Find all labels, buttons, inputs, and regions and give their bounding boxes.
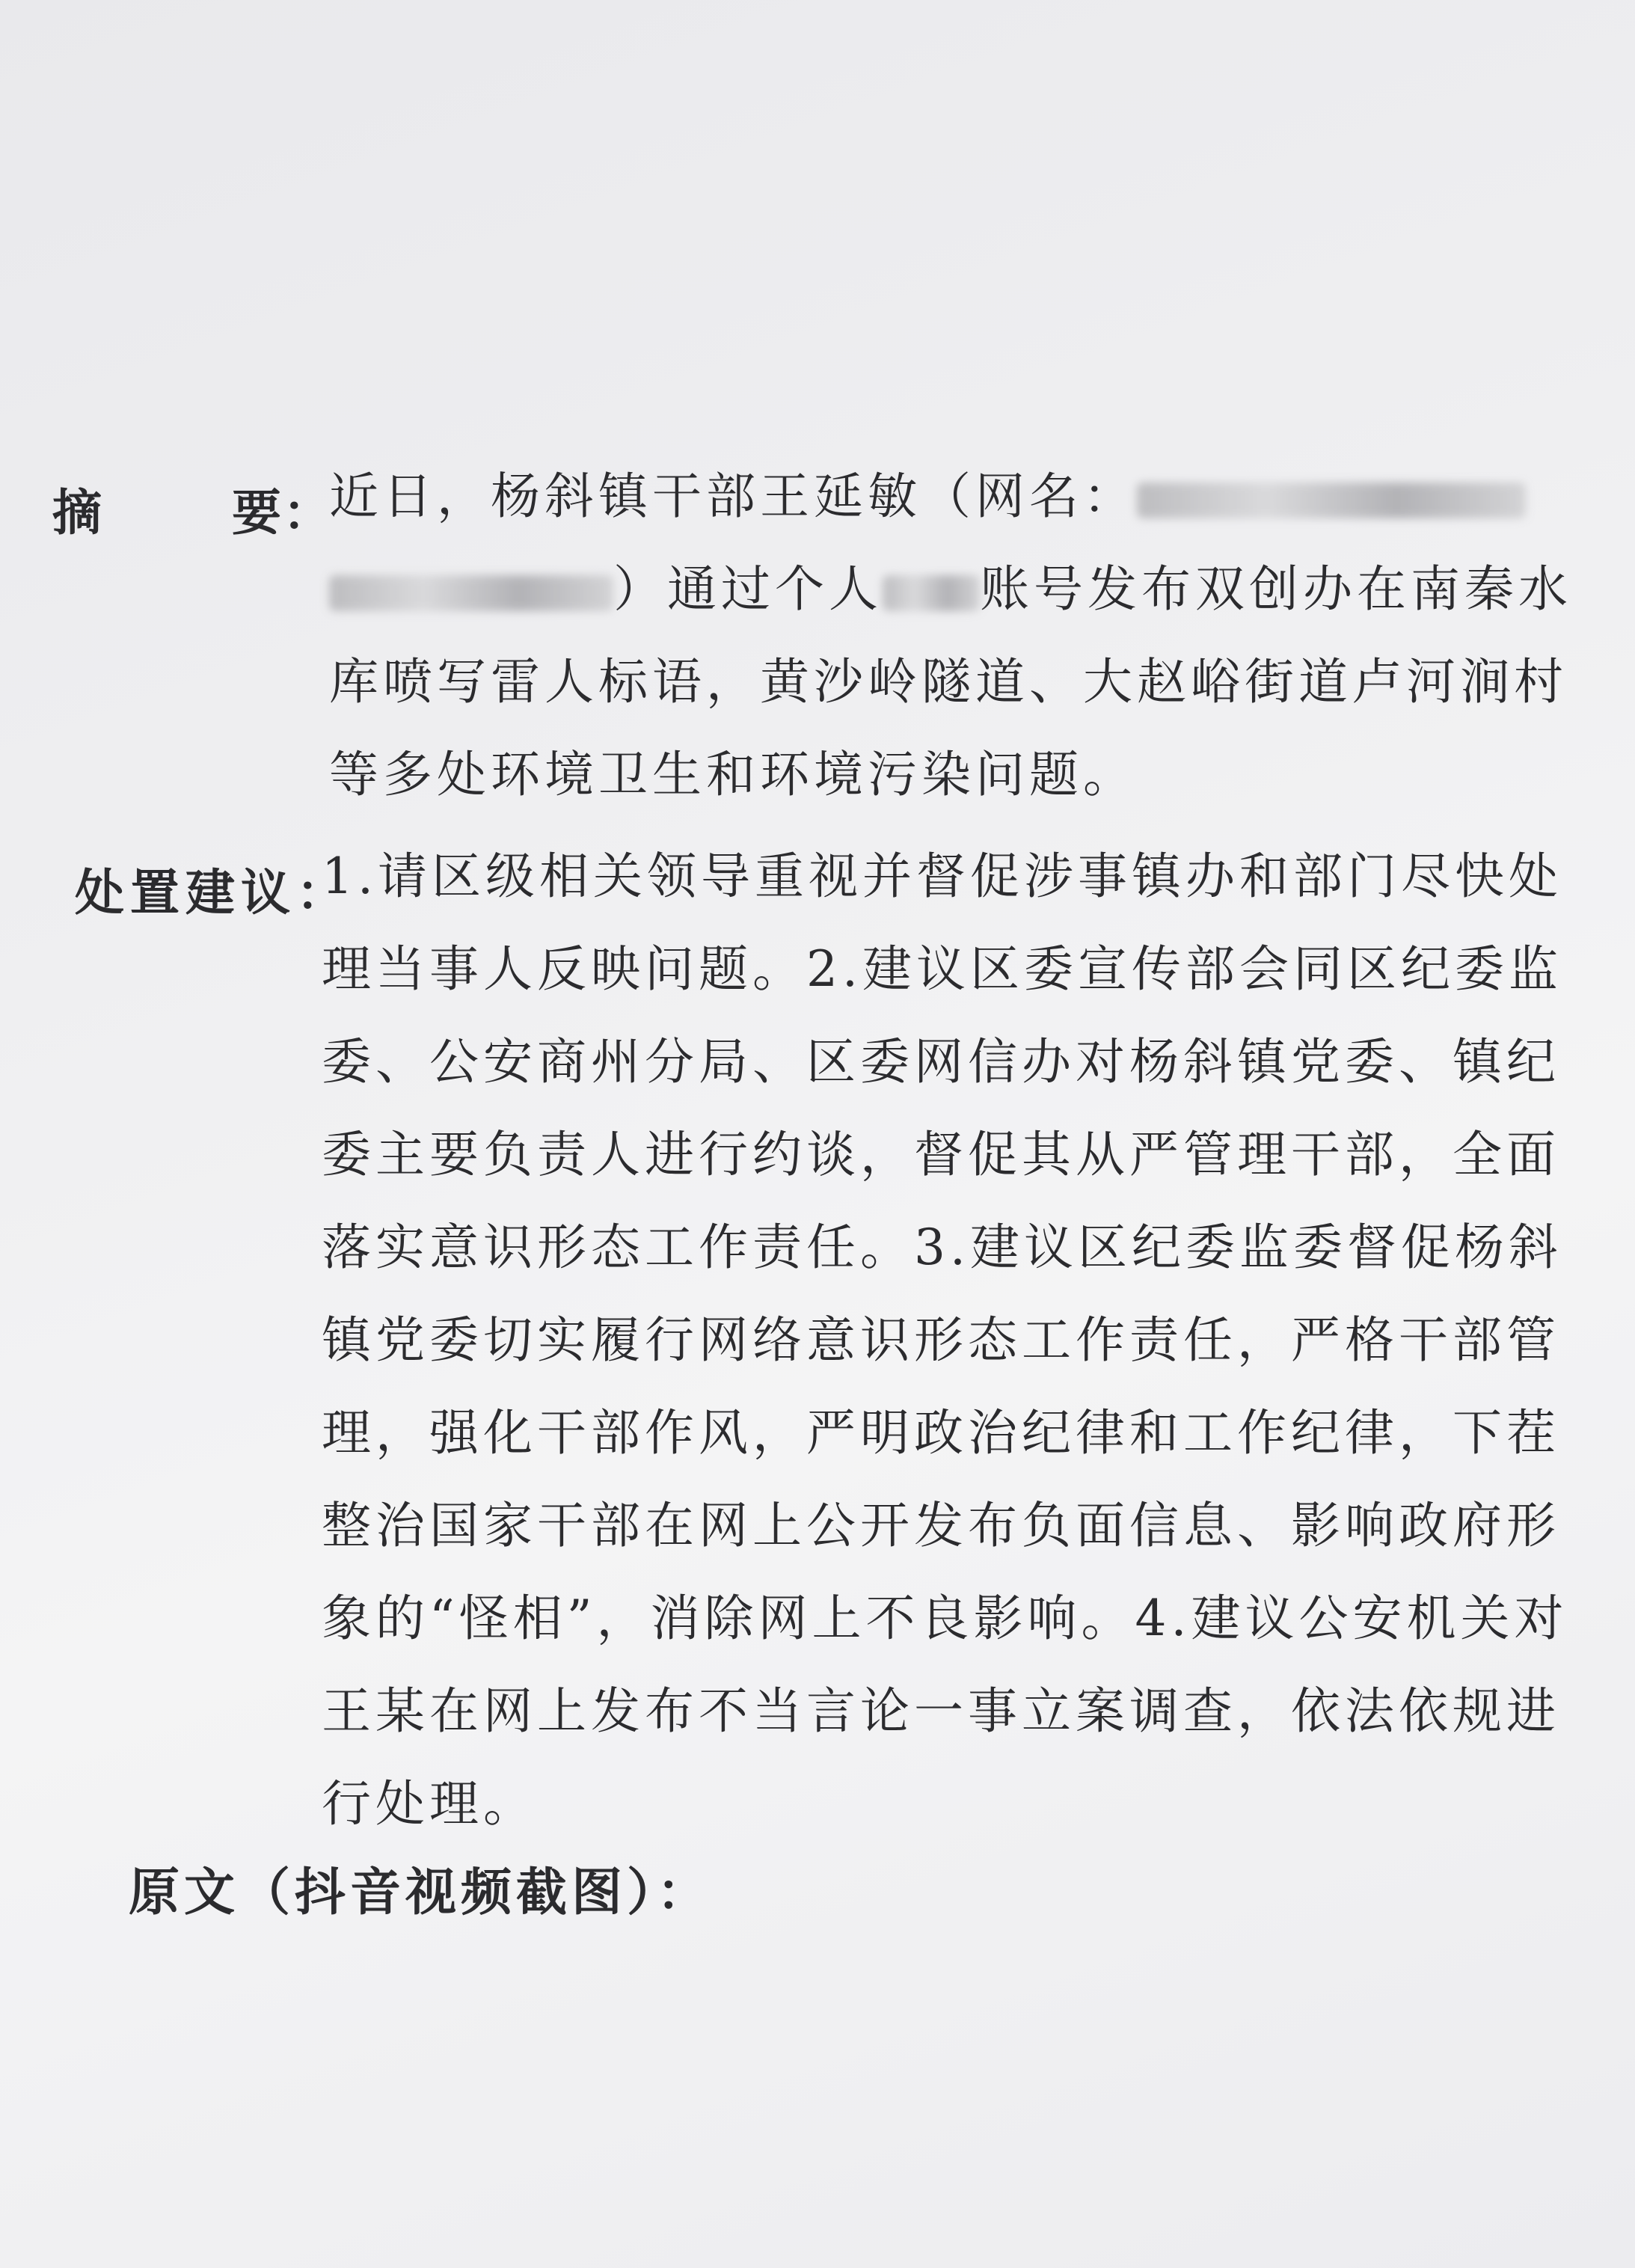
suggestion-label: 处置建议： (75, 863, 352, 922)
redacted-platform (883, 575, 980, 611)
redacted-username-continued (329, 575, 613, 611)
summary-text-part3: 账号发布双创办在南秦水库喷写雷人标语，黄沙岭隧道、大赵峪街道卢河涧村等多处环境卫生和环境污染问题。 (329, 560, 1572, 803)
suggestion-text: 1.请区级相关领导重视并督促涉事镇办和部门尽快处理当事人反映问题。2.建议区委宣传部会同区纪委监委、公安商州分局、区委网信办对杨斜镇党委、镇纪委主要负责人进行约谈，督促其从严管理干部，全面落实意识形态工作责任。3.建议区纪委监委督促杨斜镇党委切实履行网络意识形态工作责任，严格干部管理，强化干部作风，严明政治纪律和工作纪律，下茬整治国家干部在网上公开发布负面信息、影响政府形象的“怪相”，消除网上不良影响。4.建议公安机关对王某在网上发布不当言论一事立案调查，依法依规进行处理。 (322, 848, 1568, 1833)
suggestion-section (52, 848, 1590, 1833)
summary-label (52, 473, 334, 544)
summary-text (329, 450, 1590, 821)
summary-text-part2: ）通过个人 (613, 560, 883, 618)
summary-section (52, 468, 1590, 824)
redacted-username (1137, 482, 1526, 518)
summary-text-part1: 近日，杨斜镇干部王延敏（网名： (329, 468, 1137, 525)
source-heading: 原文（抖音视频截图）： (129, 1863, 713, 1922)
summary-label-second: 要： (232, 483, 334, 542)
summary-label-first: 摘 (52, 483, 103, 542)
